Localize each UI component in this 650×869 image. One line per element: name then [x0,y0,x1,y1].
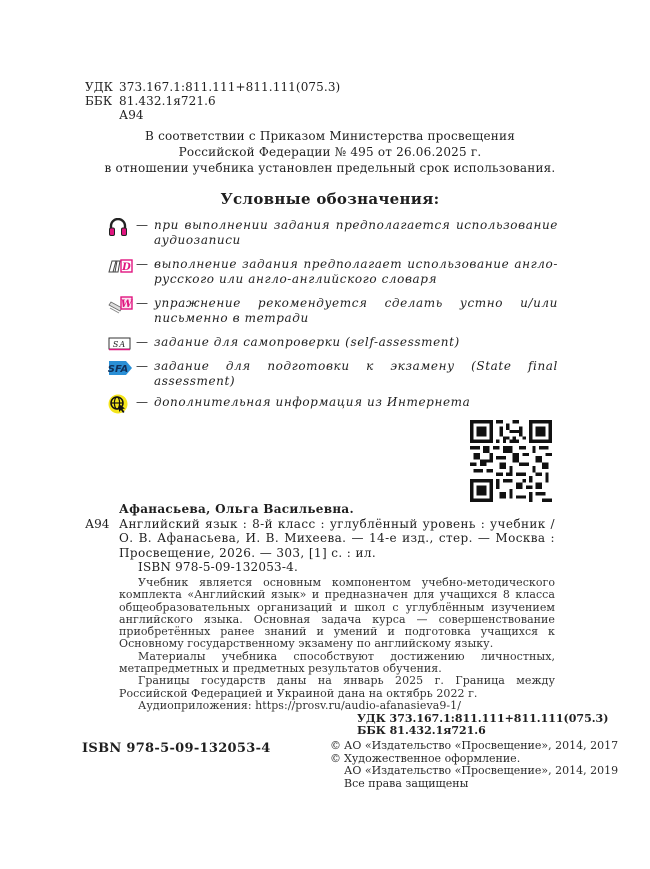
legend-item-audio [108,218,558,248]
legend-text: при выполнении задания предполагается использование аудиозаписи [154,218,558,247]
book-entry: Английский язык : 8-й класс : углублённый уровень : учебник / О. В. Афанасьева, И. В. Михеева. — 14-е изд., стер. — Москва : Просвещение, 2026. — 303, [1] с. : ил. [119,516,555,560]
bbk-bottom: ББК 81.432.1я721.6 [357,724,486,737]
notice-line-2: Российской Федерации № 495 от 26.06.2025 г. [178,145,482,159]
annotation-paragraph: Границы государств даны на январь 2025 г. Граница между Российской Федерацией и Украиной дана на октябрь 2022 г. [119,674,555,700]
legend-dash: — [136,335,148,349]
legend-text: упражнение рекомендуется сделать устно и/или письменно в тетради [154,296,558,325]
legend-dash: — [136,395,148,409]
udk-value: 373.167.1:811.111+811.111(075.3) [119,80,341,94]
legend-dash: — [136,296,148,310]
classification-block-top [85,80,340,122]
book-annotation [119,577,555,712]
udk-label: УДК [85,80,114,94]
state-final-assessment-icon [108,359,136,377]
svg-text:SFA: SFA [108,364,129,375]
dictionary-icon [108,257,136,275]
legend-item-internet [108,395,558,413]
legend-dash: — [136,218,148,232]
internet-globe-icon [108,395,136,413]
legend-text: выполнение задания предполагает использование англо-русского или англо-английского словаря [154,257,558,286]
legend-title: Условные обозначения: [220,190,440,208]
annotation-paragraph: Учебник является основным компонентом учебно-методического комплекта «Английский язык» и предназначен для учащихся 8 класса общеобразовательных организаций и школ с углублённым изучением английского языка. Основная задача курса — совершенствование приобретённых ранее знаний и умений и подготовка учащихся к Основному государственному экзамену по английскому языку. [119,576,555,651]
classification-block-bottom [357,713,608,737]
udk-bottom: УДК 373.167.1:811.111+811.111(075.3) [357,712,609,725]
copyright-line-3: АО «Издательство «Просвещение», 2014, 2019 [344,764,619,777]
copyright-icon: © [330,751,341,765]
legend-item-self-assessment [108,335,558,353]
bbk-label: ББК [85,94,113,108]
annotation-paragraph: Материалы учебника способствуют достижению личностных, метапредметных и предметных результатов обучения. [119,649,555,676]
svg-text:W: W [120,299,133,310]
legend-text: дополнительная информация из Интернета [154,395,471,409]
copyright-line-4: Все права защищены [344,776,469,790]
book-isbn: ISBN 978-5-09-132053-4. [138,560,298,574]
legend-dash: — [136,359,148,373]
legend-dash: — [136,257,148,271]
legend-list [108,218,558,416]
copyright-line-1: АО «Издательство «Просвещение», 2014, 2017 [344,739,619,752]
isbn-bottom: ISBN 978-5-09-132053-4 [82,741,271,756]
copyright-block [330,740,618,790]
bbk-value: 81.432.1я721.6 [119,94,216,108]
writing-icon [108,296,136,314]
book-author: Афанасьева, Ольга Васильевна. [119,502,354,516]
bibliographic-record [85,502,555,575]
svg-text:SA: SA [112,340,127,349]
legend-item-writing [108,296,558,326]
self-assessment-icon [108,335,136,353]
ministry-notice [95,128,565,176]
copyright-icon: © [330,739,341,752]
legend-item-dictionary [108,257,558,287]
legend-item-sfa [108,359,558,389]
copyright-line-2: Художественное оформление. [344,751,521,765]
author-code: А94 [85,516,110,531]
headphones-icon [108,218,136,236]
legend-text: задание для самопроверки (self-assessment) [154,335,460,349]
qr-code[interactable] [470,420,552,502]
notice-line-3: в отношении учебника установлен предельный срок использования. [104,161,556,175]
legend-text: задание для подготовки к экзамену (State final assessment) [154,359,558,388]
audio-link[interactable]: Аудиоприложения: https://prosv.ru/audio-afanasieva9-1/ [138,698,461,712]
svg-text:D: D [122,262,131,273]
author-mark: А94 [119,108,144,122]
notice-line-1: В соответствии с Приказом Министерства просвещения [145,129,515,143]
